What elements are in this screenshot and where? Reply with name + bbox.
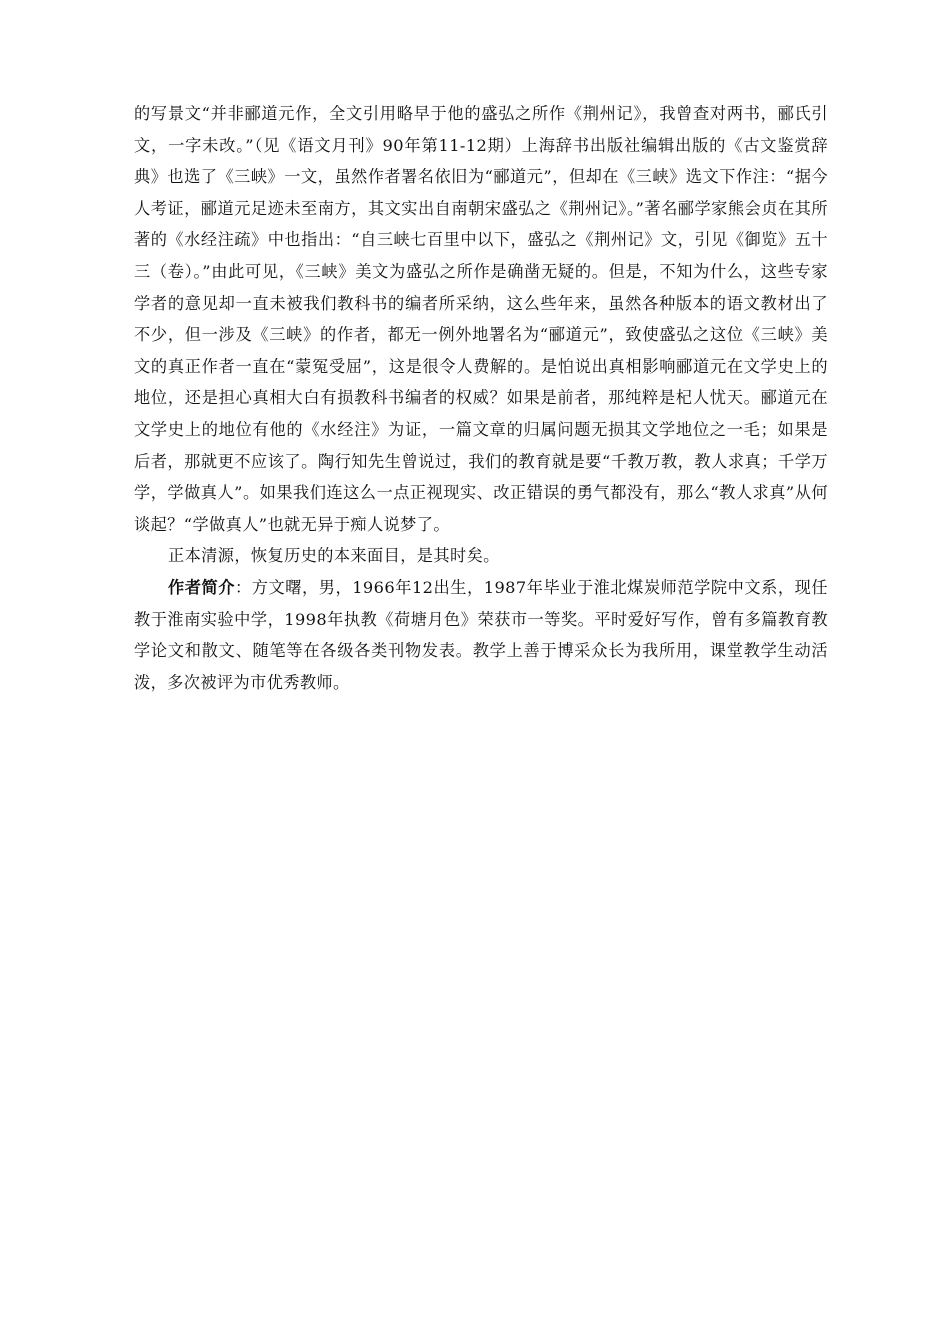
author-bio-label: 作者简介 bbox=[168, 577, 235, 597]
body-paragraph-conclusion: 正本清源，恢复历史的本来面目，是其时矣。 bbox=[168, 546, 500, 566]
author-bio-paragraph bbox=[134, 572, 828, 698]
author-bio-text: ：方文曙，男，1966年12出生，1987年毕业于淮北煤炭师范学院中文系，现任教于淮南实验中学，1998年执教《荷塘月色》荣获市一等奖。平时爱好写作，曾有多篇教育教学论文和散文、随笔等在各级各类刊物发表。教学上善于博采众长为我所用，课堂教学生动活泼，多次被评为市优秀教师。 bbox=[134, 577, 828, 692]
document-body bbox=[134, 98, 828, 698]
body-paragraph-main: 的写景文“并非郦道元作，全文引用略早于他的盛弘之所作《荆州记》，我曾查对两书，郦氏引文，一字未改。”（见《语文月刊》90年第11-12期）上海辞书出版社编辑出版的《古文鉴赏辞典》也选了《三峡》一文，虽然作者署名依旧为“郦道元”，但却在《三峡》选文下作注：“据今人考证，郦道元足迹未至南方，其文实出自南朝宋盛弘之《荆州记》。”著名郦学家熊会贞在其所著的《水经注疏》中也指出：“自三峡七百里中以下，盛弘之《荆州记》文，引见《御览》五十三（卷）。”由此可见，《三峡》美文为盛弘之所作是确凿无疑的。但是，不知为什么，这些专家学者的意见却一直未被我们教科书的编者所采纳，这么些年来，虽然各种版本的语文教材出了不少，但一涉及《三峡》的作者，都无一例外地署名为“郦道元”，致使盛弘之这位《三峡》美文的真正作者一直在“蒙冤受屈”，这是很令人费解的。是怕说出真相影响郦道元在文学史上的地位，还是担心真相大白有损教科书编者的权威？如果是前者，那纯粹是杞人忧天。郦道元在文学史上的地位有他的《水经注》为证，一篇文章的归属问题无损其文学地位之一毛；如果是后者，那就更不应该了。陶行知先生曾说过，我们的教育就是要“千教万教，教人求真；千学万学，学做真人”。如果我们连这么一点正视现实、改正错误的勇气都没有，那么“教人求真”从何谈起？“学做真人”也就无异于痴人说梦了。 bbox=[134, 104, 828, 534]
